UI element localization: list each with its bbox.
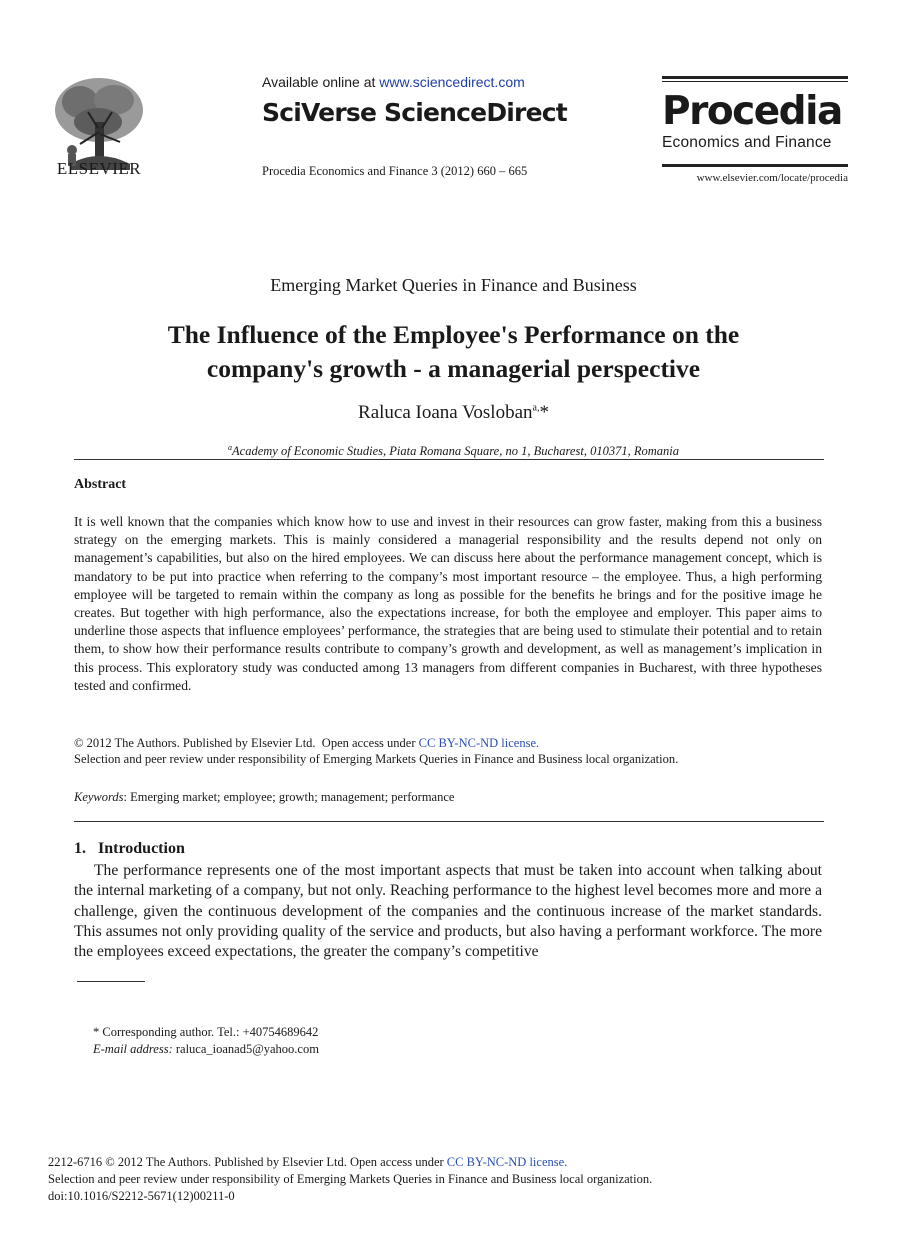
affiliation-text: Academy of Economic Studies, Piata Romana Square, no 1, Bucharest, 010371, Romania: [232, 444, 679, 459]
journal-subtitle: Economics and Finance: [662, 134, 832, 151]
section-title: Introduction: [98, 840, 185, 857]
peer-review-line: Selection and peer review under responsibility of Emerging Markets Queries in Finance and Business local organization.: [74, 752, 679, 766]
footer-review-line: Selection and peer review under responsibility of Emerging Markets Queries in Finance and Business local organization.: [48, 1172, 653, 1186]
platform-name: SciVerse ScienceDirect: [262, 98, 567, 127]
affiliation-mark: a: [228, 443, 233, 452]
copyright-line: [74, 735, 678, 751]
author-line: [0, 402, 907, 424]
section-number: 1.: [74, 840, 86, 857]
footer-license-link[interactable]: CC BY-NC-ND license.: [446, 1155, 568, 1169]
paper-title: [60, 318, 847, 386]
corresponding-star: *: [539, 402, 549, 423]
abstract-text: It is well known that the companies which know how to use and invest in their resources can grow faster, making from this a business strategy on the emerging markets. This is mainly considered a managerial responsibility and the results depend not only on management’s capabilities, but also on the hired employees. We can discuss here about the performance management concept, which is mandatory to be put into practice when referring to the company’s most important resource – the employee. Thus, a high performing employee will be targeted to remain within the company as long as possible for the benefits he brings and for the positive image he creates. But together with high performance, also the expectations increase, for both the employee and employer. This paper aims to underline those aspects that influence employees’ performance, the strategies that are being used to stimulate their potential and to retain them, to show how their performance results contribute to company’s growth and development, as well as management’s implication in this process. This exploratory study was conducted among 13 managers from different companies in Bucharest, with three hypotheses tested and confirmed.: [74, 514, 822, 693]
journal-logo-rule: [662, 76, 848, 79]
corresponding-author-note: * Corresponding author. Tel.: +40754689642: [93, 1025, 319, 1039]
license-link[interactable]: CC BY-NC-ND license.: [418, 736, 540, 750]
email-note: [93, 1042, 319, 1057]
author-name: Raluca Ioana Vosloban: [358, 402, 533, 423]
open-access-text: Open access under: [321, 736, 419, 750]
journal-title: Procedia: [662, 89, 842, 134]
publisher-name: ELSEVIER: [56, 159, 142, 178]
available-prefix: Available online at: [262, 74, 380, 90]
available-online-line: [262, 74, 525, 90]
keywords-label: Keywords: [74, 790, 124, 804]
journal-url[interactable]: www.elsevier.com/locate/procedia: [696, 172, 848, 184]
keywords-line: [74, 790, 454, 805]
copyright-block: [74, 735, 678, 767]
journal-logo-rule: [662, 81, 848, 82]
section-heading: [74, 840, 185, 858]
email-address[interactable]: raluca_ioanad5@yahoo.com: [172, 1042, 319, 1056]
journal-reference: Procedia Economics and Finance 3 (2012) 660 – 665: [262, 164, 528, 178]
sciencedirect-link[interactable]: www.sciencedirect.com: [379, 74, 525, 90]
affiliation-line: [0, 443, 907, 459]
journal-logo-block: [662, 76, 848, 184]
copyright-text: © 2012 The Authors. Published by Elsevier Ltd.: [74, 736, 316, 750]
footer-license-text: 2212-6716 © 2012 The Authors. Published by Elsevier Ltd. Open access under: [48, 1155, 447, 1169]
conference-name: Emerging Market Queries in Finance and Business: [270, 275, 637, 295]
journal-logo-rule: [662, 164, 848, 167]
paper-title-line: company's growth - a managerial perspective: [206, 354, 701, 383]
keywords-text: : Emerging market; employee; growth; management; performance: [123, 790, 455, 804]
email-label: E-mail address:: [93, 1042, 173, 1056]
paper-title-line: The Influence of the Employee's Performance on the: [167, 320, 740, 349]
footer-license-line: [48, 1155, 567, 1170]
divider: [74, 821, 824, 822]
footnote-rule: [77, 981, 145, 982]
divider: [74, 459, 824, 460]
footer-doi[interactable]: doi:10.1016/S2212-5671(12)00211-0: [48, 1189, 235, 1203]
abstract-heading: Abstract: [74, 477, 127, 492]
author-affiliation-mark: a,: [532, 402, 540, 414]
introduction-text: The performance represents one of the most important aspects that must be taken into account when talking about the internal marketing of a company, but not only. Reaching performance to the highest level becomes more and more a challenge, given the continuous development of the companies and the continuous increase of the market standards. This assumes not only providing quality of the service and products, but also having a performant workforce. The more the employees exceed expectations, the greater the company’s competitive: [74, 862, 822, 961]
